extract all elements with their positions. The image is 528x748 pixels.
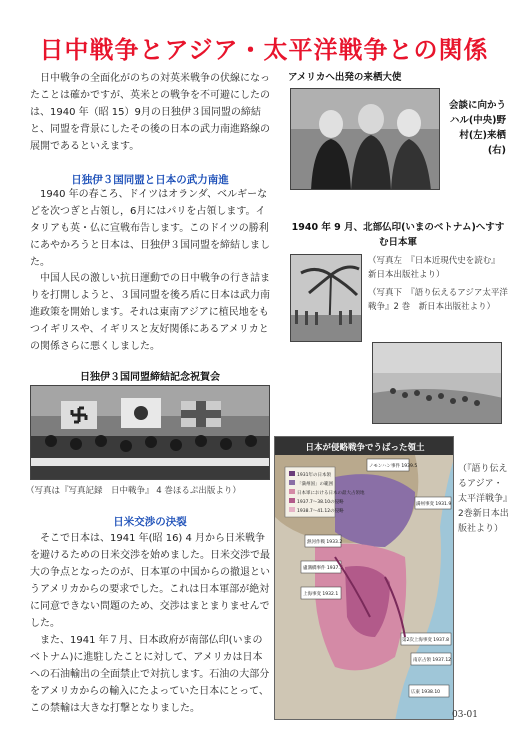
map-label-5: 第2次上海事変 1937.8 xyxy=(402,638,450,643)
vietnam-photo-1 xyxy=(300,200,358,220)
map-legend-1: 「満州国」の範囲 xyxy=(297,482,333,487)
map-label-4: 上海事変 1932.1 xyxy=(303,592,339,597)
section1-paragraph1: 1940 年の春ころ、ドイツはオランダ、ベルギーなどを次つぎと占領し，6月にはパリを占領します。イタリアも英・仏に宣戦布告します。このドイツの勝利にあやかろうと日本は、日独伊３国同盟を締結しました。 xyxy=(30,189,270,268)
map-legend-3: 1937.7〜38.10の侵略 xyxy=(297,500,344,505)
vietnam-photo-left xyxy=(290,254,362,342)
envoy-photo xyxy=(290,88,440,190)
vietnam-heading: 1940 年 9 月、北部仏印(いまのベトナム)へすすむ日本軍 xyxy=(291,222,505,248)
map-legend-0: 1931年の日本領 xyxy=(297,473,331,478)
envoy-caption: 会談に向かうハル(中央)野村(左)来栖(右) xyxy=(448,100,506,156)
vietnam-caption-1: （写真左 『日本近現代史を読む』新日本出版社より） xyxy=(368,256,500,280)
celebration-caption: （写真は『写真記録 日中戦争』 4 巻ほるぷ出版より） xyxy=(26,486,241,496)
celebration-heading: 日独伊３国同盟締結記念祝賀会 xyxy=(80,372,220,383)
section2-paragraph1: そこで日本は、1941 年(昭 16) 4 月から日米戦争を避けるための日米交渉を始めました。日米交渉で最大の争点となったのが、日本軍の中国からの撤退というアメリカからの要求でした。これは日本軍部が絶対に同意できない問題のため、交渉はまとまりませんでした。 xyxy=(30,533,270,629)
map-label-0: ノモンハン事件 1939.5 xyxy=(369,464,418,469)
intro-paragraph: 日中戦争の全面化がのちの対英米戦争の伏線になったことは確かですが、英米との戦争を不可避にしたのは、1940 年（昭 15）9月の日独伊３国同盟の締結と、同盟を背景にしたその後の日本の武力南進路線の展開であるといえます。 xyxy=(30,73,270,152)
map-label-1: 熱河作戦 1933.2 xyxy=(307,540,343,545)
map-caption: （『語り伝えるアジア・太平洋戦争』2巻新日本出版社より） xyxy=(458,464,509,534)
celebration-photo xyxy=(30,385,270,480)
vietnam-photo-bottom xyxy=(372,342,502,424)
map-label-6: 南京占領 1937.12 xyxy=(413,658,452,663)
vietnam-caption-2: （写真下 『語り伝えるアジア太平洋戦争』2 巻 新日本出版社より） xyxy=(368,288,508,312)
section1-heading: 日独伊３国同盟と日本の武力南進 xyxy=(71,174,229,186)
section2-heading: 日米交渉の決裂 xyxy=(113,516,187,528)
map-label-7: 広東 1938.10 xyxy=(411,690,441,695)
page-number: 03-01 xyxy=(452,710,478,720)
map-title: 日本が侵略戦争でうばった領土 xyxy=(305,443,425,453)
map-legend-4: 1938.7〜41.12の侵略 xyxy=(297,509,344,514)
page-title: 日中戦争とアジア・太平洋戦争との関係 xyxy=(39,36,489,64)
section1-paragraph2: 中国人民の激しい抗日運動での日中戦争の行き詰まりを打開しようと、３国同盟を後ろ盾に日本は武力南進政策を開始します。それは東南アジアに植民地をもつイギリスや、イギリスと友好関係にあるアメリカとの関係さらに悪くしました。 xyxy=(30,273,270,352)
envoy-heading: アメリカへ出発の来栖大使 xyxy=(288,72,402,83)
map-legend-2: 日本軍における日本の最大占領地 xyxy=(297,491,365,496)
section2-paragraph2: また、1941 年７月、日本政府が南部仏印(いまのベトナム)に進駐したことに対して、アメリカは日本への石油輸出の全面禁止で対抗します。石油の大部分をアメリカからの輸入にたよっていた日本にとって、この禁輸は大きな打撃となりました。 xyxy=(30,635,270,714)
map-label-3: 盧溝橋事件 1937.7 xyxy=(303,566,343,571)
map-label-2: 満州事変 1931.9 xyxy=(416,502,452,507)
map-image xyxy=(274,436,454,720)
